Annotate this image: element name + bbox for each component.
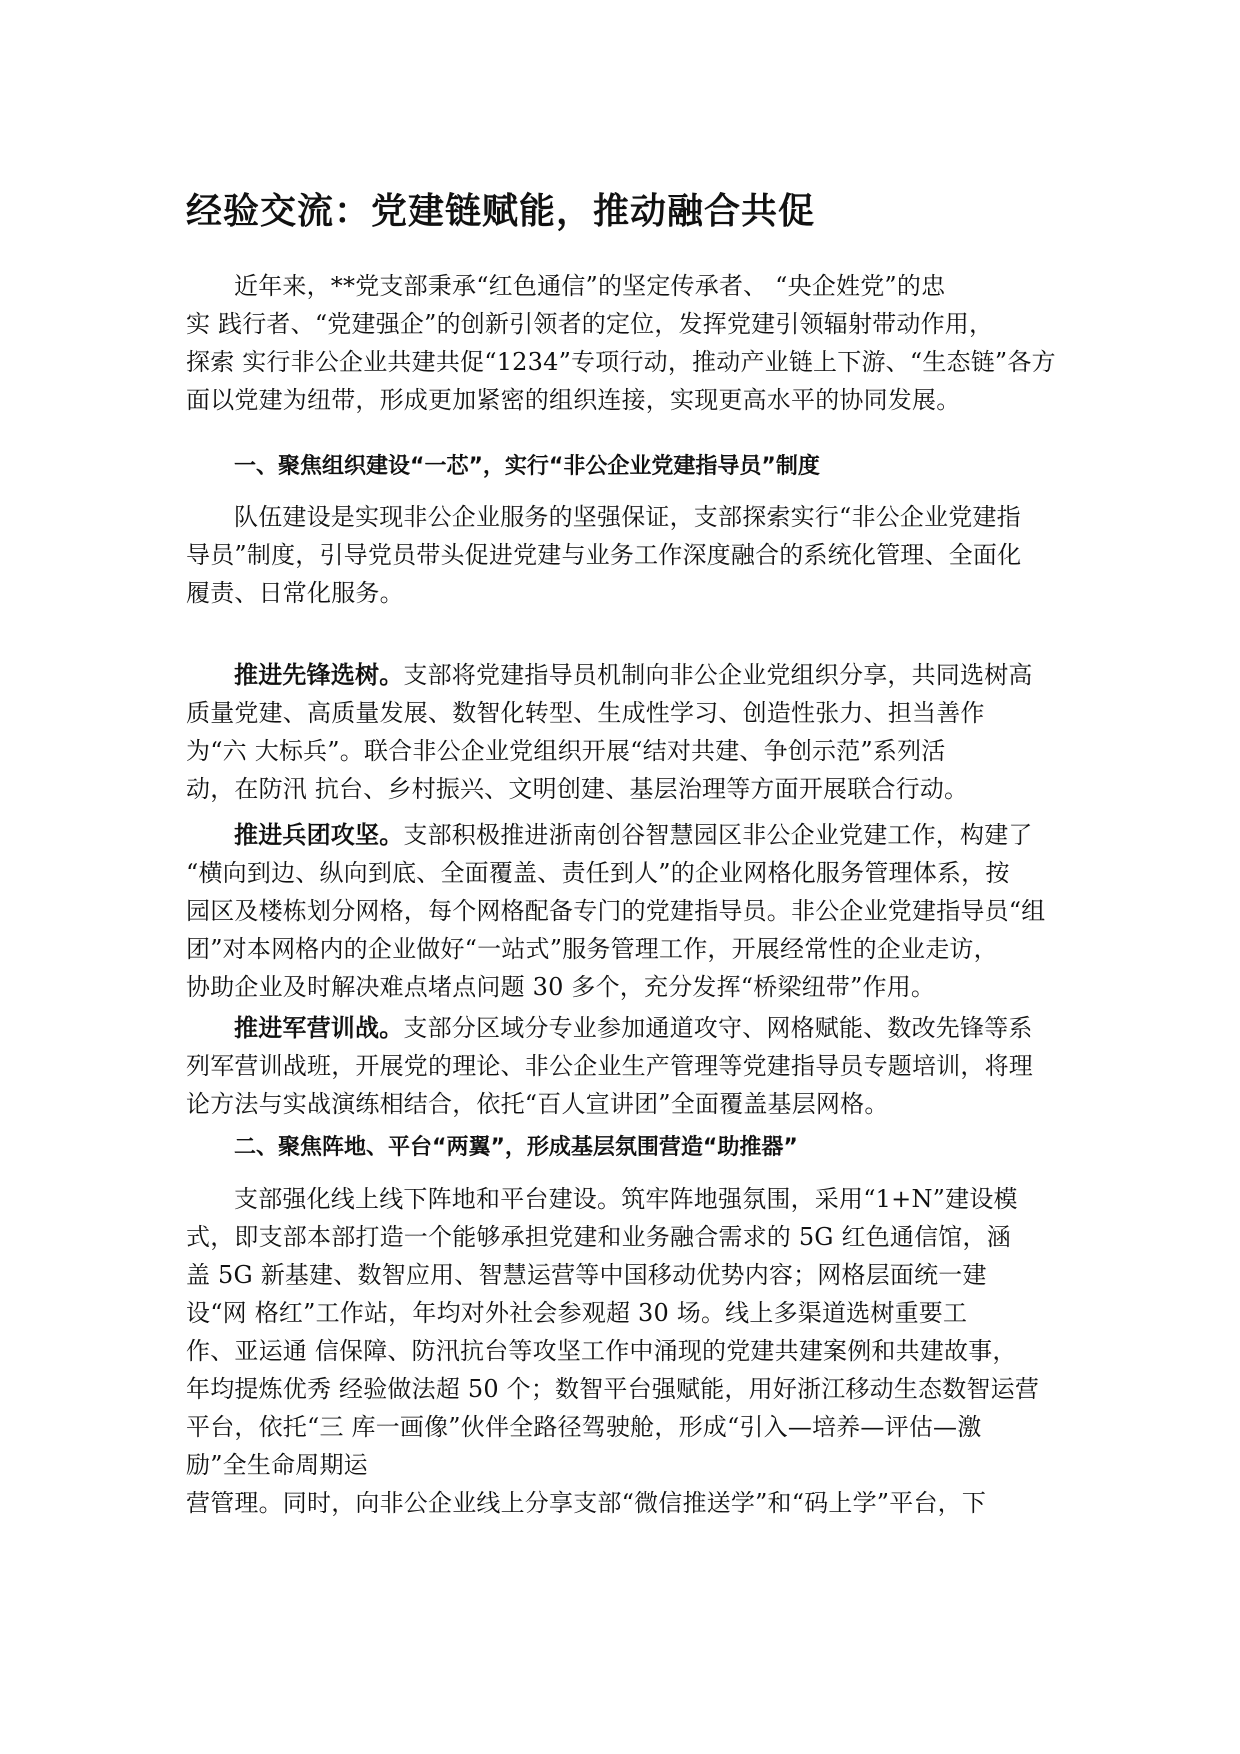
- text-line: 为“六 大标兵”。联合非公企业党组织开展“结对共建、争创示范”系列活: [186, 737, 946, 765]
- section-paragraph: [186, 498, 1056, 612]
- intro-paragraph: [186, 267, 1056, 419]
- vanguard-paragraph: [186, 656, 1056, 808]
- text-line: 平台，依托“三 库一画像”伙伴全路径驾驶舱，形成“引入—培养—评估—激: [186, 1413, 982, 1441]
- section-heading: 一、聚焦组织建设“一芯”，实行“非公企业党建指导员”制度: [234, 454, 820, 479]
- text-line: 动，在防汛 抗台、乡村振兴、文明创建、基层治理等方面开展联合行动。: [186, 775, 969, 803]
- corps-paragraph: [186, 816, 1056, 1006]
- text-line: 支部积极推进浙南创谷智慧园区非公企业党建工作，构建了: [403, 821, 1033, 849]
- text-line: 论方法与实战演练相结合，依托“百人宣讲团”全面覆盖基层网格。: [186, 1090, 889, 1118]
- text-line: 履责、日常化服务。: [186, 579, 404, 607]
- paragraph-lead: 推进先锋选树。: [234, 661, 404, 689]
- text-line: 队伍建设是实现非公企业服务的坚强保证，支部探索实行“非公企业党建指: [234, 503, 1021, 531]
- section-heading: 二、聚焦阵地、平台“两翼”，形成基层氛围营造“助推器”: [234, 1135, 798, 1160]
- text-line: 设“网 格红”工作站，年均对外社会参观超 30 场。线上多渠道选树重要工: [186, 1299, 968, 1327]
- text-line: 团”对本网格内的企业做好“一站式”服务管理工作，开展经常性的企业走访，: [186, 935, 998, 963]
- section-paragraph: [186, 1180, 1056, 1522]
- text-line: “横向到边、纵向到底、全面覆盖、责任到人”的企业网格化服务管理体系，按: [186, 859, 1010, 887]
- text-line: 作、亚运通 信保障、防汛抗台等攻坚工作中涌现的党建共建案例和共建故事，: [186, 1337, 1017, 1365]
- text-line: 支部强化线上线下阵地和平台建设。筑牢阵地强氛围，采用“1+N”建设模: [234, 1185, 1018, 1213]
- text-line: 盖 5G 新基建、数智应用、智慧运营等中国移动优势内容；网格层面统一建: [186, 1261, 987, 1289]
- text-line: 支部分区域分专业参加通道攻守、网格赋能、数改先锋等系: [403, 1014, 1033, 1042]
- text-line: 导员”制度，引导党员带头促进党建与业务工作深度融合的系统化管理、全面化: [186, 541, 1022, 569]
- text-line: 探索 实行非公企业共建共促“1234”专项行动，推动产业链上下游、“生态链”各方: [186, 348, 1056, 376]
- text-line: 支部将党建指导员机制向非公企业党组织分享，共同选树高: [403, 661, 1033, 689]
- text-line: 面以党建为纽带，形成更加紧密的组织连接，实现更高水平的协同发展。: [186, 386, 961, 414]
- text-line: 协助企业及时解决难点堵点问题 30 多个，充分发挥“桥梁纽带”作用。: [186, 973, 936, 1001]
- text-line: 列军营训战班，开展党的理论、非公企业生产管理等党建指导员专题培训，将理: [186, 1052, 1033, 1080]
- text-line: 质量党建、高质量发展、数智化转型、生成性学习、创造性张力、担当善作: [186, 699, 985, 727]
- paragraph-lead: 推进军营训战。: [234, 1014, 404, 1042]
- text-line: 式，即支部本部打造一个能够承担党建和业务融合需求的 5G 红色通信馆，涵: [186, 1223, 1011, 1251]
- text-line: 园区及楼栋划分网格，每个网格配备专门的党建指导员。非公企业党建指导员“组: [186, 897, 1046, 925]
- text-line: 实 践行者、“党建强企”的创新引领者的定位，发挥党建引领辐射带动作用，: [186, 310, 994, 338]
- text-line: 年均提炼优秀 经验做法超 50 个；数智平台强赋能，用好浙江移动生态数智运营: [186, 1375, 1040, 1403]
- training-paragraph: [186, 1009, 1056, 1123]
- text-line: 近年来，**党支部秉承“红色通信”的坚定传承者、 “央企姓党”的忠: [234, 272, 946, 300]
- document-title: 经验交流：党建链赋能，推动融合共促: [186, 191, 816, 232]
- text-line: 励”全生命周期运: [186, 1451, 368, 1479]
- paragraph-lead: 推进兵团攻坚。: [234, 821, 404, 849]
- text-line: 营管理。同时，向非公企业线上分享支部“微信推送学”和“码上学”平台，下: [186, 1489, 987, 1517]
